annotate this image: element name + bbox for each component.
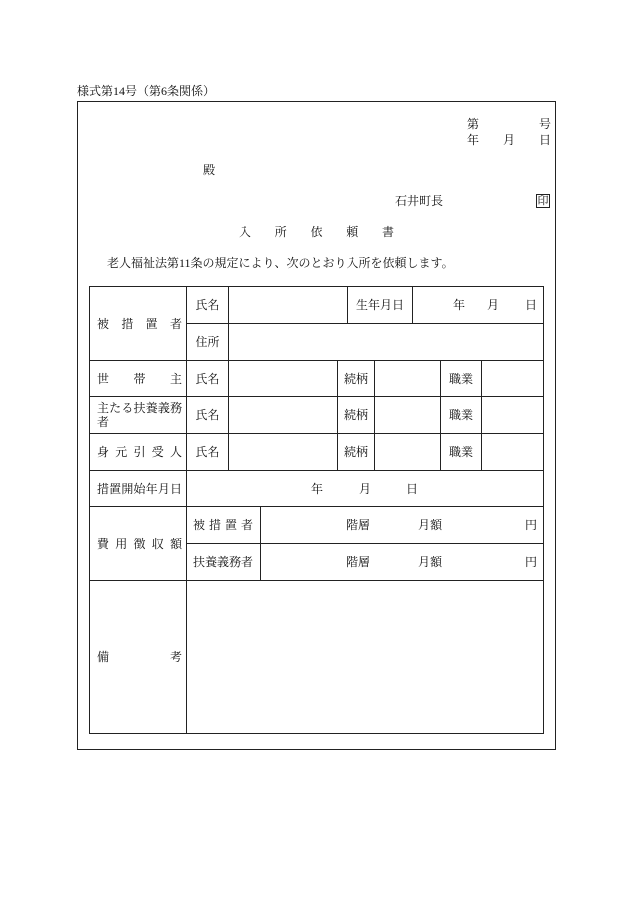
primary-supporter-label: 主たる扶養義務者 [97, 401, 182, 429]
resident-address-label: 住所 [187, 324, 229, 361]
household-head-label: 世帯主 [97, 371, 182, 386]
date-day-label: 日 [538, 133, 551, 147]
fee-resident-label: 被措置者 [193, 518, 253, 532]
remarks-label: 備考 [97, 650, 182, 664]
date-month-label: 月 [502, 133, 515, 147]
seal-mark: 印 [537, 194, 549, 207]
resident-label-cell [90, 287, 187, 361]
fee-resident-yen-unit: 円 [525, 518, 538, 532]
resident-birthdate-label: 生年月日 [348, 287, 413, 324]
guarantor-name-field [229, 434, 338, 471]
birthdate-day-unit: 日 [525, 298, 538, 312]
household-head-name-label: 氏名 [187, 361, 229, 397]
fee-resident-tier-label: 階層 [346, 518, 371, 532]
birthdate-month-unit: 月 [487, 298, 500, 312]
fee-supporter-label: 扶養義務者 [193, 555, 254, 569]
primary-supporter-name-label: 氏名 [187, 397, 229, 434]
start-date-label-cell [90, 471, 187, 507]
fee-supporter-field [261, 544, 544, 581]
resident-birthdate-field [413, 287, 544, 324]
form-number: 様式第14号（第6条関係） [77, 84, 216, 98]
fee-supporter-monthly-label: 月額 [418, 555, 443, 569]
guarantor-occupation-field [482, 434, 544, 471]
fee-supporter-tier-label: 階層 [346, 555, 371, 569]
household-head-name-field [229, 361, 338, 397]
household-head-occupation-label: 職業 [441, 361, 482, 397]
primary-supporter-occupation-label: 職業 [441, 397, 482, 434]
remarks-label-cell [90, 581, 187, 734]
guarantor-occupation-label: 職業 [441, 434, 482, 471]
household-head-occupation-field [482, 361, 544, 397]
primary-supporter-label-cell [90, 397, 187, 434]
document-number-and-date [467, 116, 551, 148]
resident-address-field [229, 324, 544, 361]
primary-supporter-relation-field [375, 397, 441, 434]
start-date-year-unit: 年 [311, 481, 324, 496]
document-number-line [467, 116, 551, 132]
primary-supporter-occupation-field [482, 397, 544, 434]
date-year-label: 年 [467, 133, 480, 147]
fee-resident-monthly-label: 月額 [418, 518, 443, 532]
issuer-name: 石井町長 [395, 194, 444, 208]
household-head-relation-field [375, 361, 441, 397]
guarantor-name-label: 氏名 [187, 434, 229, 471]
fee-resident-field [261, 507, 544, 544]
fee-label-cell [90, 507, 187, 581]
resident-name-label: 氏名 [187, 287, 229, 324]
resident-name-field [229, 287, 348, 324]
start-date-label: 措置開始年月日 [97, 481, 182, 496]
start-date-day-unit: 日 [406, 481, 419, 496]
document-date-line [467, 132, 551, 148]
household-head-label-cell [90, 361, 187, 397]
guarantor-label: 身元引受人 [97, 445, 182, 459]
admission-details-table [89, 286, 544, 734]
guarantor-relation-field [375, 434, 441, 471]
addressee-honorific: 殿 [203, 163, 216, 177]
remarks-field [187, 581, 544, 734]
primary-supporter-name-field [229, 397, 338, 434]
start-date-field [187, 471, 544, 507]
guarantor-relation-label: 続柄 [338, 434, 375, 471]
fee-resident-label-cell [187, 507, 261, 544]
birthdate-year-unit: 年 [453, 298, 466, 312]
fee-label: 費用徴収額 [97, 536, 182, 551]
form-frame [77, 101, 556, 750]
household-head-relation-label: 続柄 [338, 361, 375, 397]
document-title: 入所依頼書 [239, 225, 394, 239]
document-number-prefix: 第 [467, 117, 480, 131]
fee-supporter-label-cell [187, 544, 261, 581]
resident-label: 被措置者 [97, 316, 182, 331]
fee-supporter-yen-unit: 円 [525, 555, 538, 569]
guarantor-label-cell [90, 434, 187, 471]
start-date-month-unit: 月 [359, 481, 372, 496]
request-statement: 老人福祉法第11条の規定により、次のとおり入所を依頼します。 [107, 256, 454, 270]
primary-supporter-relation-label: 続柄 [338, 397, 375, 434]
document-number-suffix: 号 [538, 117, 551, 131]
